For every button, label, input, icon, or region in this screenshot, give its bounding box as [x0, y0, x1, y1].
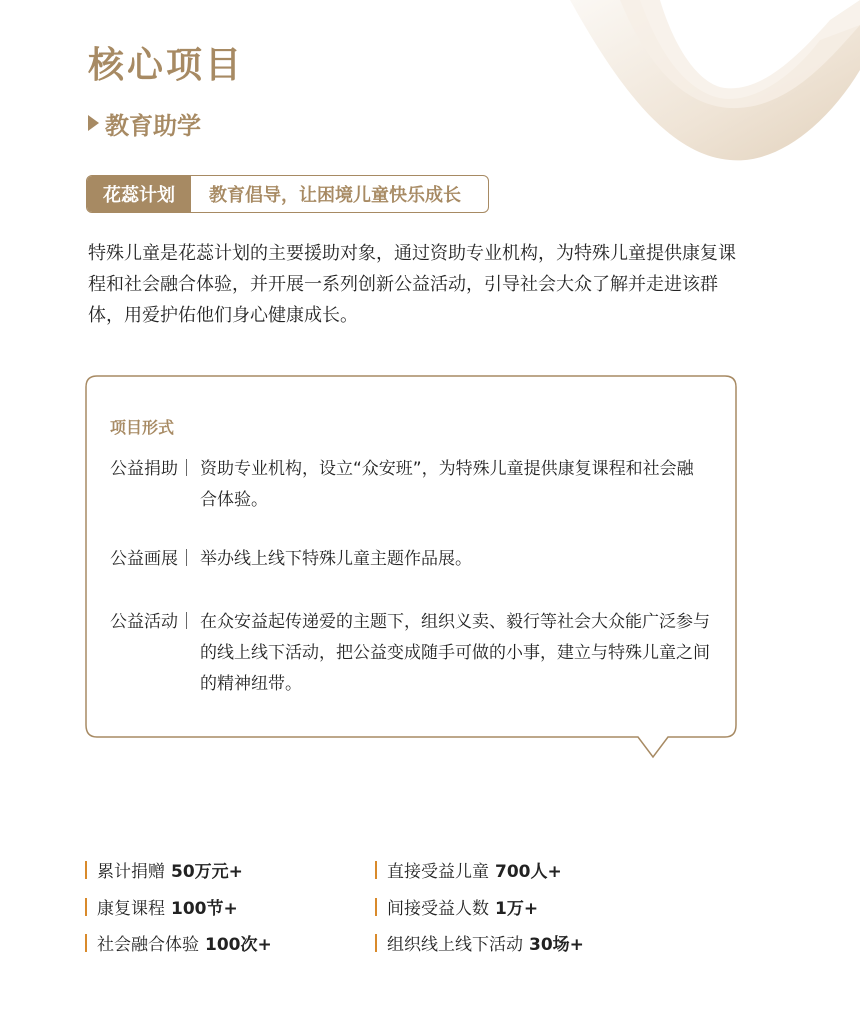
project-form-card [85, 375, 737, 761]
ribbon-decoration [560, 0, 860, 180]
stat-value: 700人+ [495, 862, 562, 882]
program-tag [86, 175, 489, 213]
section-title [88, 106, 201, 140]
form-item-label: 公益活动｜ [110, 612, 195, 632]
page-title: 核心项目 [88, 45, 245, 86]
stat-value: 100次+ [205, 935, 272, 955]
stat-label: 康复课程 [97, 899, 165, 919]
stat-bar-marker [85, 861, 87, 879]
stat-value: 30场+ [529, 935, 584, 955]
form-item-activity [110, 607, 710, 700]
stat-bar-marker [375, 898, 377, 916]
stat-bar-marker [375, 861, 377, 879]
form-item-label: 公益捐助｜ [110, 459, 195, 479]
program-name: 花蕊计划 [87, 176, 191, 212]
form-item-donation [110, 454, 710, 516]
form-item-text: 在众安益起传递爱的主题下，组织义卖、毅行等社会大众能广泛参与的线上线下活动，把公益变成随手可做的小事，建立与特殊儿童之间的精神纽带。 [200, 612, 710, 694]
form-item-exhibition [110, 544, 710, 575]
stat-item [85, 930, 272, 955]
stat-value: 1万+ [495, 899, 539, 919]
stat-value: 100节+ [171, 899, 238, 919]
form-item-text: 资助专业机构，设立“众安班”，为特殊儿童提供康复课程和社会融合体验。 [200, 459, 694, 510]
stat-bar-marker [375, 934, 377, 952]
stat-bar-marker [85, 898, 87, 916]
form-item-label: 公益画展｜ [110, 549, 195, 569]
triangle-bullet-icon [88, 115, 99, 131]
stat-item [375, 894, 538, 919]
stat-label: 社会融合体验 [97, 935, 199, 955]
stat-bar-marker [85, 934, 87, 952]
form-item-text: 举办线上线下特殊儿童主题作品展。 [200, 549, 472, 569]
stat-label: 累计捐赠 [97, 862, 165, 882]
stat-label: 间接受益人数 [387, 899, 489, 919]
stat-item [375, 930, 584, 955]
intro-paragraph: 特殊儿童是花蕊计划的主要援助对象，通过资助专业机构，为特殊儿童提供康复课程和社会融合体验，并开展一系列创新公益活动，引导社会大众了解并走进该群体，用爱护佑他们身心健康成长。 [88, 243, 736, 326]
stat-value: 50万元+ [171, 862, 243, 882]
stat-label: 组织线上线下活动 [387, 935, 523, 955]
project-form-heading: 项目形式 [110, 418, 175, 437]
program-slogan: 教育倡导，让困境儿童快乐成长 [209, 185, 461, 206]
stat-item [85, 894, 238, 919]
section-title-text: 教育助学 [105, 111, 201, 140]
stat-item [375, 857, 562, 882]
stat-label: 直接受益儿童 [387, 862, 489, 882]
stat-item [85, 857, 243, 882]
